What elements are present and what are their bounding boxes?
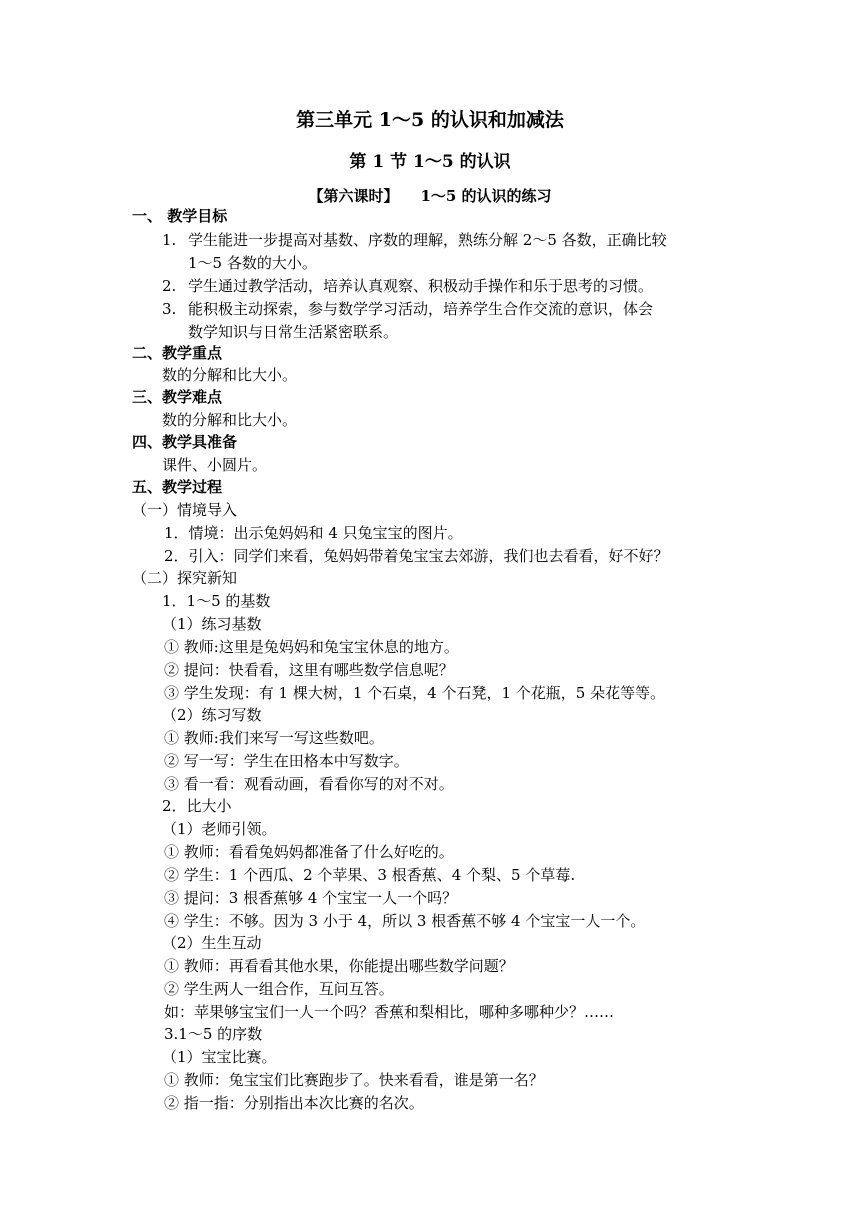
objective-item-3 [162,298,653,320]
difficulties-text: 数的分解和比大小。 [162,411,298,429]
difficulties-heading: 三、教学难点 [132,388,223,406]
step-item: ② 指一指：分别指出本次比赛的名次。 [164,1094,424,1112]
step-item: ① 教师：看看兔妈妈都准备了什么好吃的。 [164,843,454,861]
materials-text: 课件、小圆片。 [162,456,268,474]
objective-item-1 [162,229,667,251]
step-item: ① 教师：兔宝宝们比赛跑步了。快来看看，谁是第一名？ [164,1071,544,1089]
process-heading: 五、教学过程 [132,478,223,496]
explore-heading: （二）探究新知 [132,569,238,587]
part2-sub1-title: （1）老师引领。 [162,820,277,838]
section-title: 第 1 节 1～5 的认识 [349,152,511,172]
key-points-text: 数的分解和比大小。 [162,366,298,384]
objective-text: 学生通过教学活动，培养认真观察、积极动手操作和乐于思考的习惯。 [188,277,654,295]
step-item: ① 教师:我们来写一写这些数吧。 [164,729,384,747]
part2-sub2-title: （2）生生互动 [162,934,262,952]
step-item: ③ 提问：3 根香蕉够 4 个宝宝一人一个吗？ [164,889,458,907]
step-item: ③ 学生发现：有 1 棵大树，1 个石桌，4 个石凳，1 个花瓶，5 朵花等等。 [164,684,666,702]
materials-heading: 四、教学具准备 [132,433,238,451]
objective-number: 3. [162,300,177,318]
objectives-heading: 一、 教学目标 [132,207,228,225]
step-item: ① 教师：再看看其他水果，你能提出哪些数学问题？ [164,957,514,975]
part2-title: 2．比大小 [162,797,232,815]
example-text: 如：苹果够宝宝们一人一个吗？香蕉和梨相比，哪种多哪种少？…… [164,1003,615,1021]
part1-sub1-title: （1）练习基数 [162,615,262,633]
step-item: ③ 看一看：观看动画，看看你写的对不对。 [164,775,454,793]
step-item: ④ 学生：不够。因为 3 小于 4，所以 3 根香蕉不够 4 个宝宝一人一个。 [164,912,646,930]
part1-title: 1．1～5 的基数 [162,592,271,610]
lesson-topic: 1～5 的认识的练习 [420,187,552,205]
step-item: ① 教师:这里是兔妈妈和兔宝宝休息的地方。 [164,638,459,656]
objective-text: 学生能进一步提高对基数、序数的理解，熟练分解 2～5 各数，正确比较 [188,231,667,249]
intro-heading: （一）情境导入 [132,501,238,519]
part3-sub1-title: （1）宝宝比赛。 [162,1048,277,1066]
step-item: ② 学生两人一组合作，互问互答。 [164,980,394,998]
intro-item: 2．引入：同学们来看，兔妈妈带着兔宝宝去郊游，我们也去看看，好不好？ [164,547,669,565]
objective-item-2 [162,275,653,297]
lesson-title [0,185,860,206]
objective-item-1-continued: 1～5 各数的大小。 [188,254,317,272]
objective-number: 2. [162,277,177,295]
objective-number: 1. [162,231,177,249]
objective-item-3-continued: 数学知识与日常生活紧密联系。 [188,323,399,341]
step-item: ② 写一写：学生在田格本中写数字。 [164,752,409,770]
lesson-tag: 【第六课时】 [308,187,399,205]
key-points-heading: 二、教学重点 [132,344,223,362]
objective-text: 能积极主动探索，参与数学学习活动，培养学生合作交流的意识，体会 [188,300,654,318]
part3-title: 3.1～5 的序数 [164,1025,263,1043]
part1-sub2-title: （2）练习写数 [162,706,262,724]
intro-item: 1．情境：出示兔妈妈和 4 只兔宝宝的图片。 [164,524,463,542]
step-item: ② 学生：1 个西瓜、2 个苹果、3 根香蕉、4 个梨、5 个草莓. [164,866,576,884]
unit-title: 第三单元 1～5 的认识和加减法 [296,109,564,131]
step-item: ② 提问：快看看，这里有哪些数学信息呢？ [164,661,454,679]
